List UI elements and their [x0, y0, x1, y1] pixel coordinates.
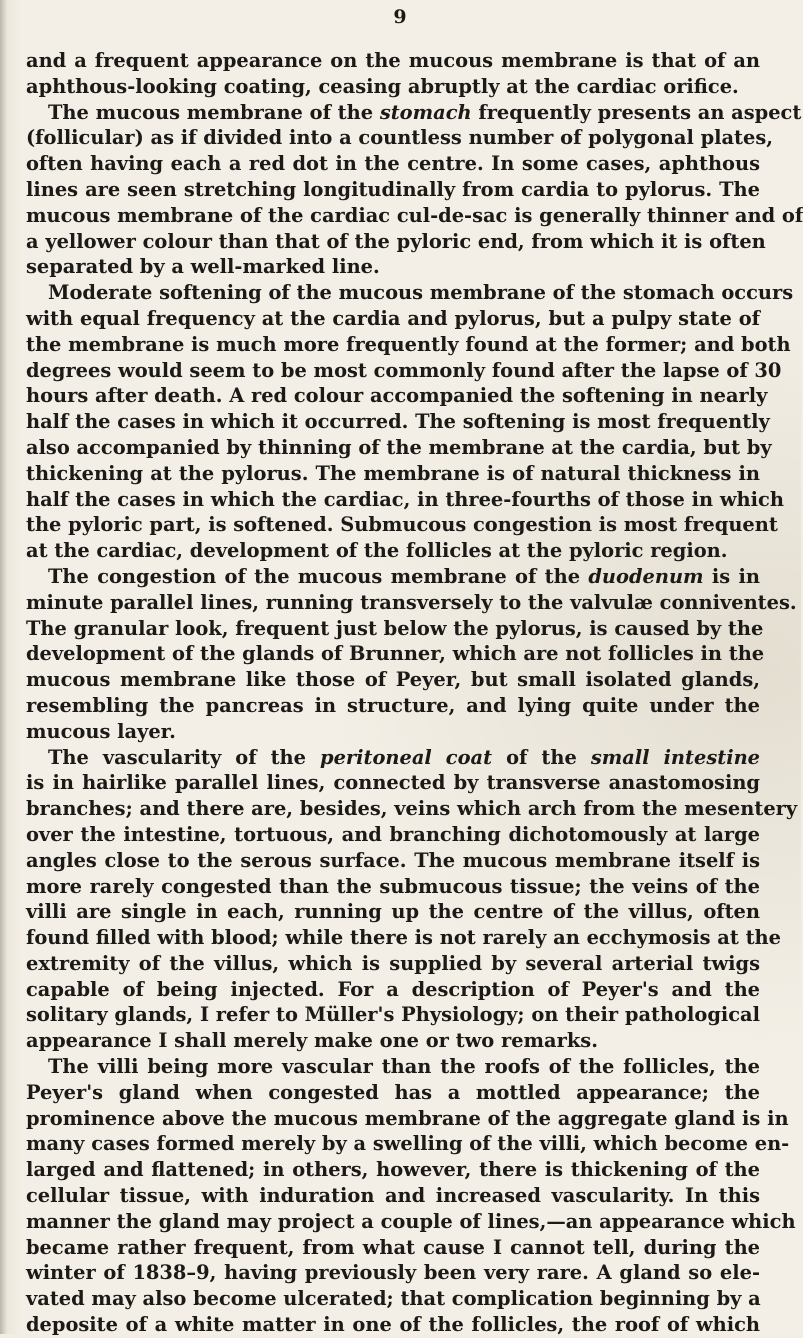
- text-run: over the intestine, tortuous, and branching dichotomously at large: [26, 822, 760, 846]
- text-line: [26, 1260, 760, 1286]
- text-run: prominence above the mucous membrane of the aggregate gland is in: [26, 1106, 789, 1130]
- text-run: also accompanied by thinning of the membrane at the cardia, but by: [26, 435, 772, 459]
- page-spine-shadow: [0, 0, 6, 1334]
- text-run: became rather frequent, from what cause I cannot tell, during the: [26, 1235, 760, 1259]
- text-run: degrees would seem to be most commonly found after the lapse of 30: [26, 358, 782, 382]
- text-run: aphthous-looking coating, ceasing abruptly at the cardiac orifice.: [26, 74, 739, 98]
- text-line: [26, 358, 782, 384]
- text-line: [26, 254, 760, 280]
- text-line: [26, 667, 760, 693]
- text-run: half the cases in which it occurred. The softening is most frequently: [26, 410, 770, 434]
- text-line: [26, 1235, 760, 1261]
- text-run: The vascularity of the: [48, 745, 321, 769]
- text-line: [26, 177, 760, 203]
- text-line: [26, 693, 760, 719]
- text-run: (follicular) as if divided into a countless number of polygonal plates,: [26, 126, 774, 150]
- text-run: mucous membrane of the cardiac cul-de-sac is generally thinner and of: [26, 203, 803, 227]
- text-run: is in: [703, 564, 760, 588]
- text-line: [26, 1209, 796, 1235]
- text-line: [26, 74, 760, 100]
- text-line: [26, 538, 760, 564]
- text-run: mucous layer.: [26, 719, 176, 743]
- text-line: [26, 616, 764, 642]
- text-line: [26, 461, 760, 487]
- text-line: [26, 848, 760, 874]
- text-run: angles close to the serous surface. The mucous membrane itself is: [26, 848, 760, 872]
- text-run: branches; and there are, besides, veins which arch from the mesentery: [26, 797, 798, 821]
- text-line: [26, 1028, 760, 1054]
- text-run: vated may also become ulcerated; that complication beginning by a: [26, 1287, 761, 1311]
- text-run: The villi being more vascular than the roofs of the follicles, the: [48, 1055, 760, 1079]
- page-number: 9: [393, 6, 408, 28]
- text-line: [26, 383, 768, 409]
- text-run: many cases formed merely by a swelling of the villi, which become en-: [26, 1132, 790, 1156]
- italic-term: stomach: [379, 100, 472, 124]
- text-line: [26, 100, 802, 126]
- text-run: mucous membrane like those of Peyer, but small isolated glands,: [26, 668, 760, 692]
- text-run: resembling the pancreas in structure, and lying quite under the: [26, 693, 760, 717]
- italic-term: peritoneal coat: [320, 745, 493, 769]
- text-run: found filled with blood; while there is not rarely an ecchymosis at the: [26, 926, 781, 950]
- text-line: [26, 435, 772, 461]
- text-line: [26, 977, 760, 1003]
- text-line: [26, 203, 803, 229]
- text-line: [26, 1183, 760, 1209]
- text-run: extremity of the villus, which is supplied by several arterial twigs: [26, 951, 760, 975]
- text-run: The granular look, frequent just below the pylorus, is caused by the: [26, 616, 764, 640]
- text-line: [26, 641, 765, 667]
- text-line: [26, 925, 781, 951]
- text-run: The congestion of the mucous membrane of the: [48, 564, 589, 588]
- text-line: [26, 332, 791, 358]
- text-line: [26, 1106, 789, 1132]
- text-line: [26, 745, 760, 771]
- text-line: [26, 719, 760, 745]
- text-run: larged and flattened; in others, however, there is thickening of the: [26, 1158, 760, 1182]
- text-run: Moderate softening of the mucous membrane of the stomach occurs: [48, 281, 794, 305]
- text-run: manner the gland may project a couple of lines,—an appearance which: [26, 1209, 796, 1233]
- text-line: [26, 151, 760, 177]
- text-line: [26, 590, 797, 616]
- text-line: [26, 564, 760, 590]
- text-line: [26, 1286, 760, 1312]
- text-run: winter of 1838–9, having previously been very rare. A gland so ele-: [26, 1261, 760, 1285]
- text-run: solitary glands, I refer to Müller's Physiology; on their pathological: [26, 1003, 760, 1027]
- body-text: [26, 48, 803, 1338]
- italic-term: small intestine: [590, 745, 761, 769]
- text-line: [26, 280, 794, 306]
- text-run: appearance I shall merely make one or two remarks.: [26, 1029, 598, 1053]
- text-run: The mucous membrane of the: [48, 100, 380, 124]
- text-run: the membrane is much more frequently found at the former; and both: [26, 332, 791, 356]
- text-line: [26, 796, 798, 822]
- text-run: is in hairlike parallel lines, connected by transverse anastomosing: [26, 771, 760, 795]
- text-run: frequently presents an aspect: [471, 100, 802, 124]
- text-run: a yellower colour than that of the pyloric end, from which it is often: [26, 229, 766, 253]
- text-run: villi are single in each, running up the centre of the villus, often: [26, 900, 760, 924]
- text-run: half the cases in which the cardiac, in three-fourths of those in which: [26, 487, 784, 511]
- text-run: separated by a well-marked line.: [26, 255, 380, 279]
- text-run: often having each a red dot in the centre. In some cases, aphthous: [26, 152, 760, 176]
- text-line: [26, 409, 770, 435]
- text-line: [26, 306, 760, 332]
- text-line: [26, 125, 774, 151]
- text-run: development of the glands of Brunner, which are not follicles in the: [26, 642, 765, 666]
- text-line: [26, 48, 760, 74]
- text-run: thickening at the pylorus. The membrane is of natural thickness in: [26, 461, 760, 485]
- text-run: hours after death. A red colour accompanied the softening in nearly: [26, 384, 768, 408]
- text-line: [26, 1002, 760, 1028]
- text-line: [26, 1157, 760, 1183]
- text-run: cellular tissue, with induration and increased vascularity. In this: [26, 1184, 760, 1208]
- text-run: the pyloric part, is softened. Submucous congestion is most frequent: [26, 513, 778, 537]
- text-run: and a frequent appearance on the mucous membrane is that of an: [26, 49, 760, 72]
- text-run: more rarely congested than the submucous tissue; the veins of the: [26, 874, 760, 898]
- text-run: minute parallel lines, running transversely to the valvulæ conniventes.: [26, 590, 797, 614]
- text-line: [26, 1054, 760, 1080]
- text-line: [26, 899, 760, 925]
- text-run: at the cardiac, development of the follicles at the pyloric region.: [26, 539, 728, 563]
- text-line: [26, 1131, 790, 1157]
- text-line: [26, 822, 760, 848]
- text-run: lines are seen stretching longitudinally from cardia to pylorus. The: [26, 177, 760, 201]
- text-line: [26, 487, 784, 513]
- text-line: [26, 512, 778, 538]
- text-run: deposite of a white matter in one of the follicles, the roof of which: [26, 1313, 760, 1337]
- text-line: [26, 874, 760, 900]
- text-run: with equal frequency at the cardia and pylorus, but a pulpy state of: [26, 306, 760, 330]
- text-line: [26, 770, 760, 796]
- text-line: [26, 1312, 760, 1338]
- italic-term: duodenum: [588, 564, 704, 588]
- text-run: capable of being injected. For a description of Peyer's and the: [26, 977, 760, 1001]
- text-line: [26, 951, 760, 977]
- text-run: of the: [492, 745, 591, 769]
- text-line: [26, 229, 766, 255]
- text-line: [26, 1080, 760, 1106]
- text-run: Peyer's gland when congested has a mottled appearance; the: [26, 1080, 760, 1104]
